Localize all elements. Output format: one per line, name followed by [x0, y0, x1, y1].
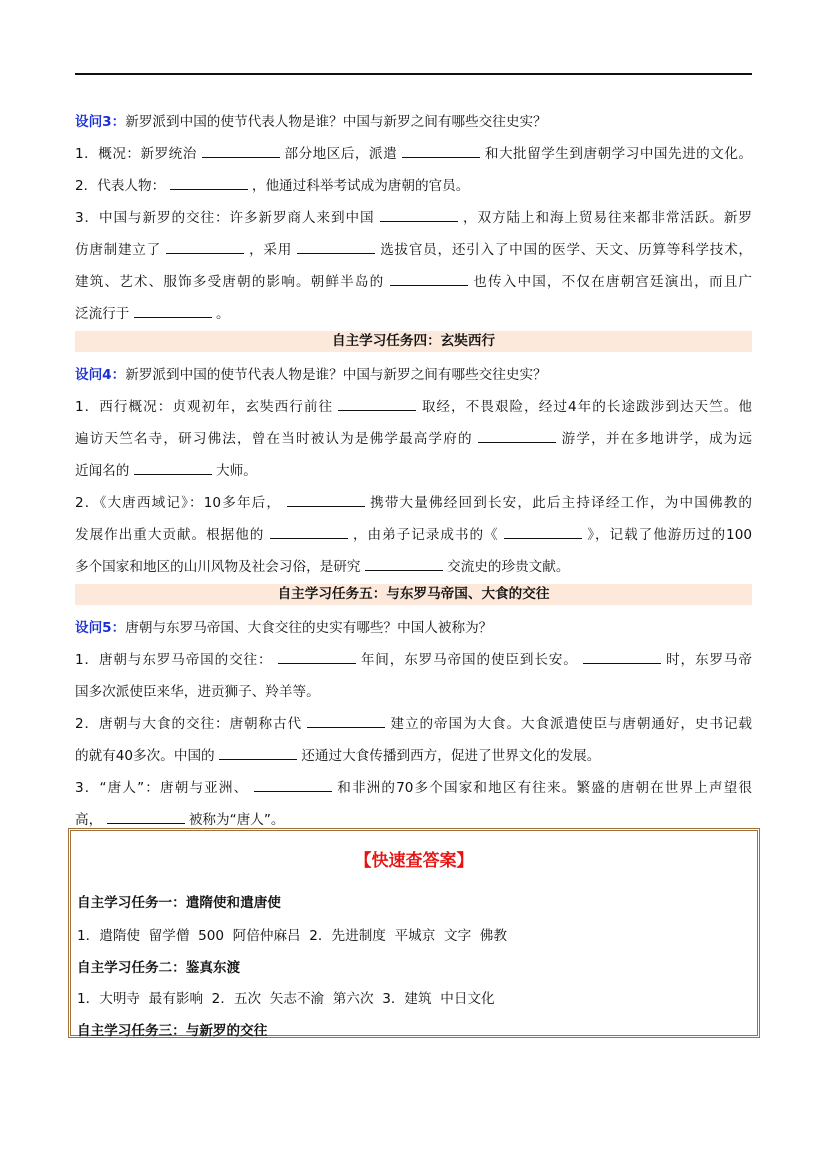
- text-segment: 1．唐朝与东罗马帝国的交往：: [75, 652, 273, 668]
- question-label: 设问4：: [75, 367, 126, 383]
- text-segment: 2．《大唐西域记》：10多年后，: [75, 495, 282, 511]
- header-rule: [75, 73, 752, 75]
- section-heading-band: 自主学习任务四：玄奘西行: [75, 331, 752, 352]
- text-segment: 年间，东罗马帝国的使臣到长安。: [360, 652, 578, 668]
- text-segment: 选拔官员，还引入了中国的医学、天文、历算等科学技术，: [380, 242, 752, 258]
- text-line: [75, 206, 752, 238]
- quick-answer-box: [68, 828, 760, 1038]
- text-line: [75, 270, 752, 302]
- fill-in-blank[interactable]: [134, 459, 212, 475]
- text-segment: 高，: [75, 812, 103, 828]
- text-segment: 国多次派使臣来华，进贡狮子、羚羊等。: [75, 684, 320, 700]
- task1-answers: 1．遣隋使 留学僧 500 阿倍仲麻吕 2．先进制度 平城京 文字 佛教: [77, 928, 507, 944]
- fill-in-blank[interactable]: [583, 648, 661, 664]
- text-segment: ，采用: [249, 242, 293, 258]
- text-line: [75, 142, 752, 174]
- text-line: [75, 174, 752, 206]
- text-segment: 2．代表人物：: [75, 178, 166, 194]
- text-segment: 》，记载了他游历过的100: [587, 527, 752, 543]
- text-line: [75, 648, 752, 680]
- text-segment: 多个国家和地区的山川风物及社会习俗，是研究: [75, 559, 361, 575]
- text-segment: 携带大量佛经回到长安，此后主持译经工作，为中国佛教的: [370, 495, 752, 511]
- question-text: 唐朝与东罗马帝国、大食交往的史实有哪些？中国人被称为？: [125, 620, 493, 636]
- text-segment: 部分地区后，派遣: [284, 146, 398, 162]
- text-segment: 1．概况：新罗统治: [75, 146, 197, 162]
- text-line: [75, 555, 752, 587]
- fill-in-blank[interactable]: [390, 270, 468, 286]
- text-segment: 和大批留学生到唐朝学习中国先进的文化。: [484, 146, 752, 162]
- text-line: [75, 459, 752, 491]
- task3-heading: 自主学习任务三：与新罗的交往: [77, 1023, 268, 1039]
- text-segment: 大师。: [216, 463, 257, 479]
- text-segment: 遍访天竺名寺，研习佛法，曾在当时被认为是佛学最高学府的: [75, 431, 473, 447]
- text-segment: 3．中国与新罗的交往：许多新罗商人来到中国: [75, 210, 375, 226]
- text-segment: 被称为“唐人”。: [188, 812, 285, 828]
- text-segment: 2．唐朝与大食的交往：唐朝称古代: [75, 716, 303, 732]
- text-line: [75, 523, 752, 555]
- text-segment: ，他通过科举考试成为唐朝的官员。: [251, 178, 470, 194]
- text-segment: 1．西行概况：贞观初年，玄奘西行前往: [75, 399, 334, 415]
- fill-in-blank[interactable]: [504, 523, 582, 539]
- fill-in-blank[interactable]: [170, 174, 248, 190]
- text-segment: 游学，并在多地讲学，成为远: [561, 431, 752, 447]
- fill-in-blank[interactable]: [287, 491, 365, 507]
- question-text: 新罗派到中国的使节代表人物是谁？中国与新罗之间有哪些交往史实？: [125, 114, 547, 130]
- task2-answers: 1．大明寺 最有影响 2．五次 矢志不渝 第六次 3．建筑 中日文化: [77, 991, 495, 1007]
- fill-in-blank[interactable]: [307, 712, 385, 728]
- question-line: [75, 616, 752, 648]
- answer-box-title: 【快速查答案】: [354, 851, 474, 871]
- text-segment: 建筑、艺术、服饰多受唐朝的影响。朝鲜半岛的: [75, 274, 385, 290]
- text-line: [75, 744, 752, 776]
- text-segment: 的就有40多次。中国的: [75, 748, 215, 764]
- text-segment: 还通过大食传播到西方，促进了世界文化的发展。: [301, 748, 601, 764]
- text-line: [75, 395, 752, 427]
- section-heading-band: 自主学习任务五：与东罗马帝国、大食的交往: [75, 584, 752, 605]
- fill-in-blank[interactable]: [254, 776, 332, 792]
- text-segment: 和非洲的70多个国家和地区有往来。繁盛的唐朝在世界上声望很: [337, 780, 752, 796]
- fill-in-blank[interactable]: [202, 142, 280, 158]
- question-text: 新罗派到中国的使节代表人物是谁？中国与新罗之间有哪些交往史实？: [125, 367, 547, 383]
- text-line: [75, 491, 752, 523]
- fill-in-blank[interactable]: [380, 206, 458, 222]
- text-line: [75, 776, 752, 808]
- text-segment: 。: [216, 306, 230, 322]
- fill-in-blank[interactable]: [278, 648, 356, 664]
- question-label: 设问3：: [75, 114, 126, 130]
- worksheet-body: [75, 110, 752, 840]
- text-segment: 建立的帝国为大食。大食派遣使臣与唐朝通好，史书记载: [390, 716, 752, 732]
- text-line: [75, 302, 752, 334]
- text-line: [75, 238, 752, 270]
- text-segment: 发展作出重大贡献。根据他的: [75, 527, 265, 543]
- task2-heading: 自主学习任务二：鉴真东渡: [77, 960, 241, 976]
- fill-in-blank[interactable]: [270, 523, 348, 539]
- fill-in-blank[interactable]: [402, 142, 480, 158]
- text-line: [75, 427, 752, 459]
- text-segment: 泛流行于: [75, 306, 130, 322]
- text-segment: 交流史的珍贵文献。: [447, 559, 570, 575]
- question-line: [75, 110, 752, 142]
- text-segment: ，双方陆上和海上贸易往来都非常活跃。新罗: [462, 210, 752, 226]
- fill-in-blank[interactable]: [166, 238, 244, 254]
- text-segment: 近闻名的: [75, 463, 130, 479]
- text-line: [75, 712, 752, 744]
- fill-in-blank[interactable]: [478, 427, 556, 443]
- fill-in-blank[interactable]: [219, 744, 297, 760]
- fill-in-blank[interactable]: [134, 302, 212, 318]
- fill-in-blank[interactable]: [338, 395, 416, 411]
- text-segment: 也传入中国，不仅在唐朝宫廷演出，而且广: [473, 274, 752, 290]
- text-line: [75, 680, 752, 712]
- fill-in-blank[interactable]: [107, 808, 185, 824]
- question-label: 设问5：: [75, 620, 126, 636]
- text-segment: ，由弟子记录成书的《: [352, 527, 499, 543]
- question-line: [75, 363, 752, 395]
- text-segment: 仿唐制建立了: [75, 242, 161, 258]
- text-segment: 3．“唐人”：唐朝与亚洲、: [75, 780, 249, 796]
- text-segment: 时，东罗马帝: [666, 652, 752, 668]
- fill-in-blank[interactable]: [365, 555, 443, 571]
- text-segment: 取经，不畏艰险，经过4年的长途跋涉到达天竺。他: [421, 399, 752, 415]
- fill-in-blank[interactable]: [297, 238, 375, 254]
- task1-heading: 自主学习任务一：遣隋使和遣唐使: [77, 895, 281, 911]
